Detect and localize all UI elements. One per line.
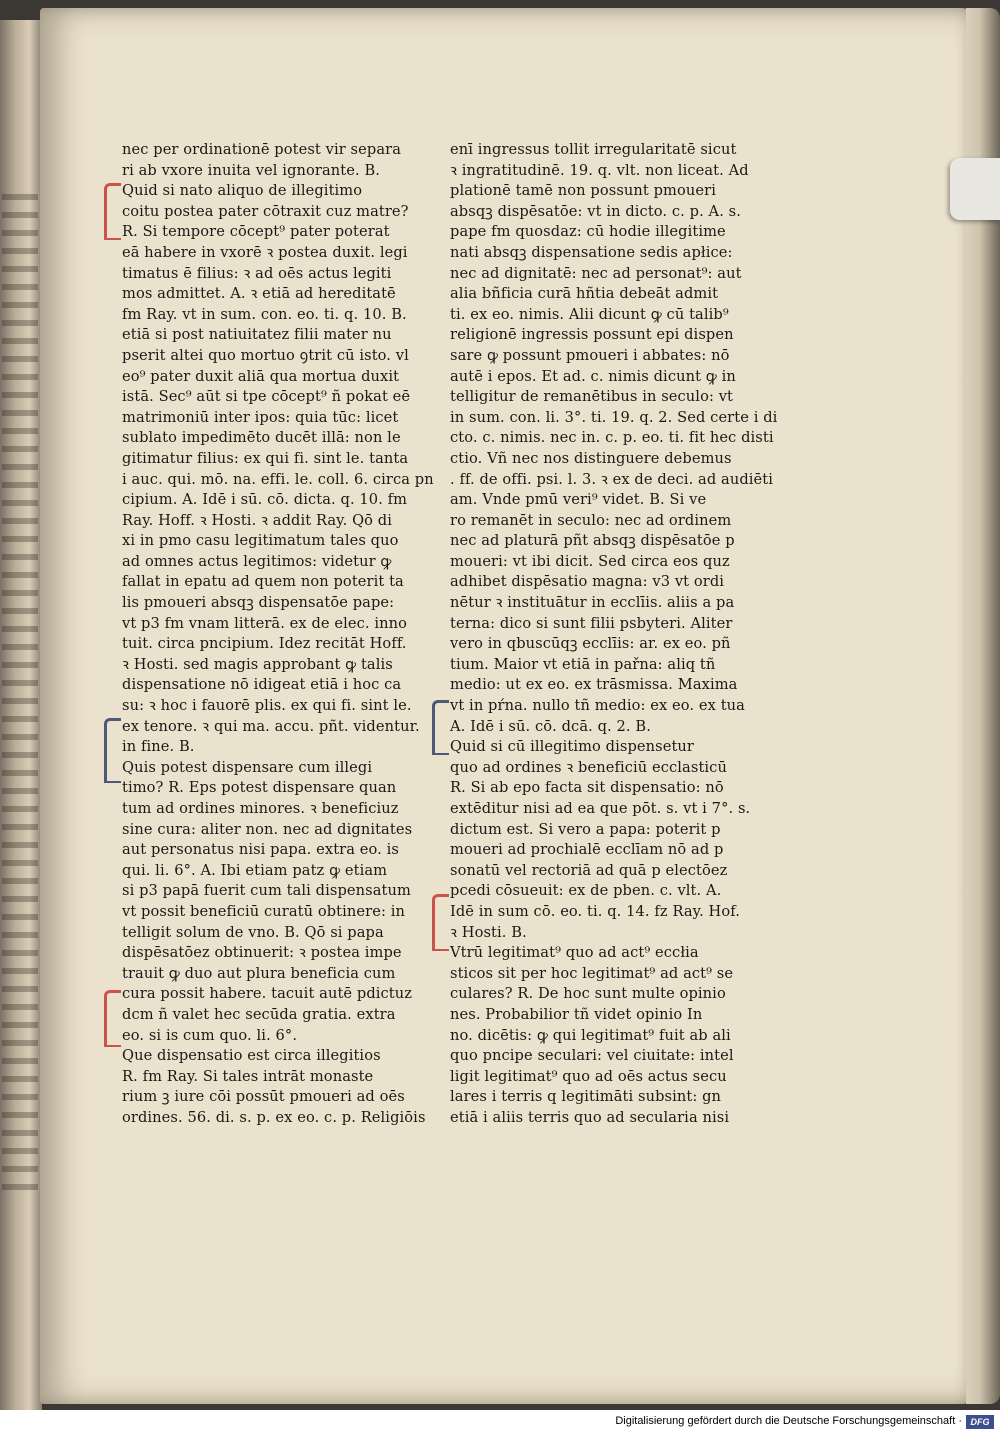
text-line: dispensatione nō idigeat etiā i hoc ca xyxy=(122,676,402,694)
text-line: lares i terris q legitimāti subsint: gn xyxy=(450,1088,722,1106)
text-line: xi in pmo casu legitimatum tales quo xyxy=(122,532,399,550)
text-line: fallat in epatu ad quem non poterit ta xyxy=(122,573,404,591)
text-line: in sum. con. li. 3°. ti. 19. q. 2. Sed certe i di xyxy=(450,408,778,426)
text-line: dictum est. Si vero a papa: poterit p xyxy=(450,820,721,838)
text-line: gitimatur filius: ex qui fi. sint le. tanta xyxy=(122,449,409,467)
footer-credit: Digitalisierung gefördert durch die Deutsche Forschungsgemeinschaft · xyxy=(615,1415,962,1427)
text-line: eo⁹ pater duxit aliā qua mortua duxit xyxy=(122,367,400,385)
rubric-paragraph-mark xyxy=(104,183,121,240)
text-line: ꝛ Hosti. sed magis approbant ꝙ talis xyxy=(122,655,393,673)
text-line: fm Ray. vt in sum. con. eo. ti. q. 10. B. xyxy=(122,305,407,323)
text-line: R. fm Ray. Si tales intrāt monaste xyxy=(122,1067,374,1085)
text-line: etiā i aliis terris quo ad secularia nisi xyxy=(450,1108,730,1126)
rubric-paragraph-mark xyxy=(104,990,121,1047)
text-line: sonatū vel rectoriā ad quā p electōez xyxy=(450,861,728,879)
footer-bar xyxy=(0,1410,1000,1434)
text-line: religionē ingressis possunt epi dispen xyxy=(450,326,734,344)
text-line: ad omnes actus legitimos: videtur ꝙ xyxy=(122,552,392,570)
text-line: nati absqꝫ dispensatione sedis apłice: xyxy=(450,243,733,261)
text-line: cipium. A. Idē i sū. cō. dicta. q. 10. fm xyxy=(122,491,408,509)
text-line: no. dicētis: ꝙ qui legitimat⁹ fuit ab ali xyxy=(450,1026,731,1044)
text-line: in fine. B. xyxy=(122,738,195,756)
text-line: A. Idē i sū. cō. dcā. q. 2. B. xyxy=(450,717,651,735)
text-line: tuit. circa pncipium. Idez recitāt Hoff. xyxy=(122,635,407,653)
text-line: etiā si post natiuitatez filii mater nu xyxy=(122,326,392,344)
text-line: trauit ꝙ duo aut plura beneficia cum xyxy=(122,964,396,982)
text-line: i auc. qui. mō. na. effi. le. coll. 6. circa pn xyxy=(122,470,434,488)
text-line: nec ad dignitatē: nec ad personat⁹: aut xyxy=(450,264,742,282)
text-line: aut personatus nisi papa. extra eo. is xyxy=(122,841,399,859)
text-line: culares? R. De hoc sunt multe opinio xyxy=(450,985,726,1003)
left-text-column xyxy=(122,140,434,1129)
text-line: si p3 papā fuerit cum tali dispensatum xyxy=(122,882,411,900)
text-line: am. Vnde pmū veri⁹ videt. B. Si ve xyxy=(450,491,707,509)
text-line: tum ad ordines minores. ꝛ beneficiuz xyxy=(122,800,399,817)
text-line: . ff. de offi. psi. l. 3. ꝛ ex de deci. ad audiēti xyxy=(450,470,774,488)
text-line: ctio. Vñ nec nos distinguere debemus xyxy=(450,449,732,467)
text-line: sticos sit per hoc legitimat⁹ ad act⁹ se xyxy=(450,964,734,982)
text-line: ligit legitimat⁹ quo ad oēs actus secu xyxy=(450,1067,727,1085)
text-line: medio: ut ex eo. ex trāsmissa. Maxima xyxy=(450,676,738,694)
text-line: extēditur nisi ad ea que pōt. s. vt i 7°. s. xyxy=(450,800,751,817)
rubric-paragraph-mark xyxy=(104,718,121,783)
text-line: Ray. Hoff. ꝛ Hosti. ꝛ addit Ray. Qō di xyxy=(122,511,392,529)
text-line: telligit solum de vno. B. Qō si papa xyxy=(122,923,384,941)
text-line: enī ingressus tollit irregularitatē sicut xyxy=(450,141,737,158)
text-line: vt in pŕna. nullo tñ medio: ex eo. ex tua xyxy=(450,697,745,715)
text-line: ordines. 56. di. s. p. ex eo. c. p. Religiōis xyxy=(122,1108,426,1126)
text-line: autē i epos. Et ad. c. nimis dicunt ꝙ in xyxy=(450,367,736,385)
text-line: moueri: vt ibi dicit. Sed circa eos quz xyxy=(450,552,730,570)
rubric-paragraph-mark xyxy=(432,700,449,755)
text-line: nes. Probabilior tñ videt opinio In xyxy=(450,1005,703,1023)
facing-page-text-fragment xyxy=(2,190,38,1190)
text-line: ti. ex eo. nimis. Alii dicunt ꝙ cū talib⁹ xyxy=(450,305,729,323)
text-line: alia bñficia curā hñtia debeāt admit xyxy=(450,285,719,303)
text-line: vt p3 fm vnam litterā. ex de elec. inno xyxy=(122,614,408,632)
text-line: nec ad platurā pñt absqꝫ dispēsatōe p xyxy=(450,532,735,550)
text-line: Que dispensatio est circa illegitios xyxy=(122,1047,381,1065)
text-line: ro remanēt in seculo: nec ad ordinem xyxy=(450,511,732,529)
text-line: cura possit habere. tacuit autē pdictuz xyxy=(122,985,413,1003)
text-line: quo ad ordines ꝛ beneficiū ecclasticū xyxy=(450,758,727,776)
text-line: telligitur de remanētibus in seculo: vt xyxy=(450,388,734,406)
text-line: istā. Sec⁹ aūt si tpe cōcept⁹ ñ pokat eē xyxy=(122,388,411,406)
text-line: rium ꝫ iure cōi possūt pmoueri ad oēs xyxy=(122,1088,405,1106)
text-line: sine cura: aliter non. nec ad dignitates xyxy=(122,820,413,838)
text-line: cto. c. nimis. nec in. c. p. eo. ti. fit hec disti xyxy=(450,429,774,447)
text-line: dispēsatōez obtinuerit: ꝛ postea impe xyxy=(122,944,402,962)
text-line: nētur ꝛ instituātur in ecclīis. aliis a pa xyxy=(450,594,735,612)
text-line: plationē tamē non possunt pmoueri xyxy=(450,182,716,200)
text-line: timo? R. Eps potest dispensare quan xyxy=(122,779,397,797)
text-line: nec per ordinationē potest vir separa xyxy=(122,141,401,158)
bookmark-tab xyxy=(950,158,1000,220)
text-line: adhibet dispēsatio magna: v3 vt ordi xyxy=(450,573,725,591)
text-line: terna: dico si sunt filii psbyteri. Aliter xyxy=(450,614,733,632)
facing-page-edge xyxy=(0,20,42,1410)
text-line: sublato impedimēto ducēt illā: non le xyxy=(122,429,401,447)
text-line: su: ꝛ hoc i fauorē plis. ex qui fi. sint le. xyxy=(122,697,412,715)
text-line: ri ab vxore inuita vel ignorante. B. xyxy=(122,161,381,179)
rubric-paragraph-mark xyxy=(432,894,449,951)
text-line: Idē in sum cō. eo. ti. q. 14. fz Ray. Hof. xyxy=(450,902,740,920)
text-line: Quid si cū illegitimo dispensetur xyxy=(450,738,695,756)
text-line: pcedi cōsueuit: ex de pben. c. vlt. A. xyxy=(450,882,722,900)
text-line: eo. si is cum quo. li. 6°. xyxy=(122,1026,298,1044)
text-line: ex tenore. ꝛ qui ma. accu. pñt. videntur. xyxy=(122,717,420,735)
text-line: eā habere in vxorē ꝛ postea duxit. legi xyxy=(122,243,408,261)
right-text-column xyxy=(450,140,778,1129)
text-line: timatus ē filius: ꝛ ad oēs actus legiti xyxy=(122,264,392,282)
text-line: tium. Maior vt etiā in pařna: aliq tñ xyxy=(450,655,716,673)
text-line: sare ꝙ possunt pmoueri i abbates: nō xyxy=(450,346,730,364)
text-line: absqꝫ dispēsatōe: vt in dicto. c. p. A. s. xyxy=(450,202,742,220)
text-line: mos admittet. A. ꝛ etiā ad hereditatē xyxy=(122,285,396,303)
text-line: coitu postea pater cōtraxit cuz matre? xyxy=(122,202,409,220)
text-line: ꝛ ingratitudinē. 19. q. vlt. non liceat. Ad xyxy=(450,161,749,179)
text-line: pserit altei quo mortuo ꝯtrit cū isto. vl xyxy=(122,346,409,364)
text-line: quo pncipe seculari: vel ciuitate: intel xyxy=(450,1047,734,1065)
dfg-logo: DFG xyxy=(966,1415,994,1429)
text-line: R. Si tempore cōcept⁹ pater poterat xyxy=(122,223,390,241)
text-line: ꝛ Hosti. B. xyxy=(450,923,527,941)
text-line: moueri ad prochialē ecclīam nō ad p xyxy=(450,841,724,859)
text-line: pape fm quosdaz: cū hodie illegitime xyxy=(450,223,726,241)
text-line: vero in qbuscūqꝫ ecclīis: ar. ex eo. pñ xyxy=(450,635,731,653)
text-line: Quis potest dispensare cum illegi xyxy=(122,758,373,776)
text-line: dcm ñ valet hec secūda gratia. extra xyxy=(122,1005,396,1023)
text-line: Vtrū legitimat⁹ quo ad act⁹ eccłia xyxy=(450,944,699,962)
text-line: qui. li. 6°. A. Ibi etiam patz ꝙ etiam xyxy=(122,861,388,879)
text-line: vt possit beneficiū curatū obtinere: in xyxy=(122,902,405,920)
text-line: matrimoniū inter ipos: quia tūc: licet xyxy=(122,408,399,426)
text-line: lis pmoueri absqꝫ dispensatōe pape: xyxy=(122,594,395,612)
text-line: Quid si nato aliquo de illegitimo xyxy=(122,182,363,200)
text-line: R. Si ab epo facta sit dispensatio: nō xyxy=(450,779,724,797)
